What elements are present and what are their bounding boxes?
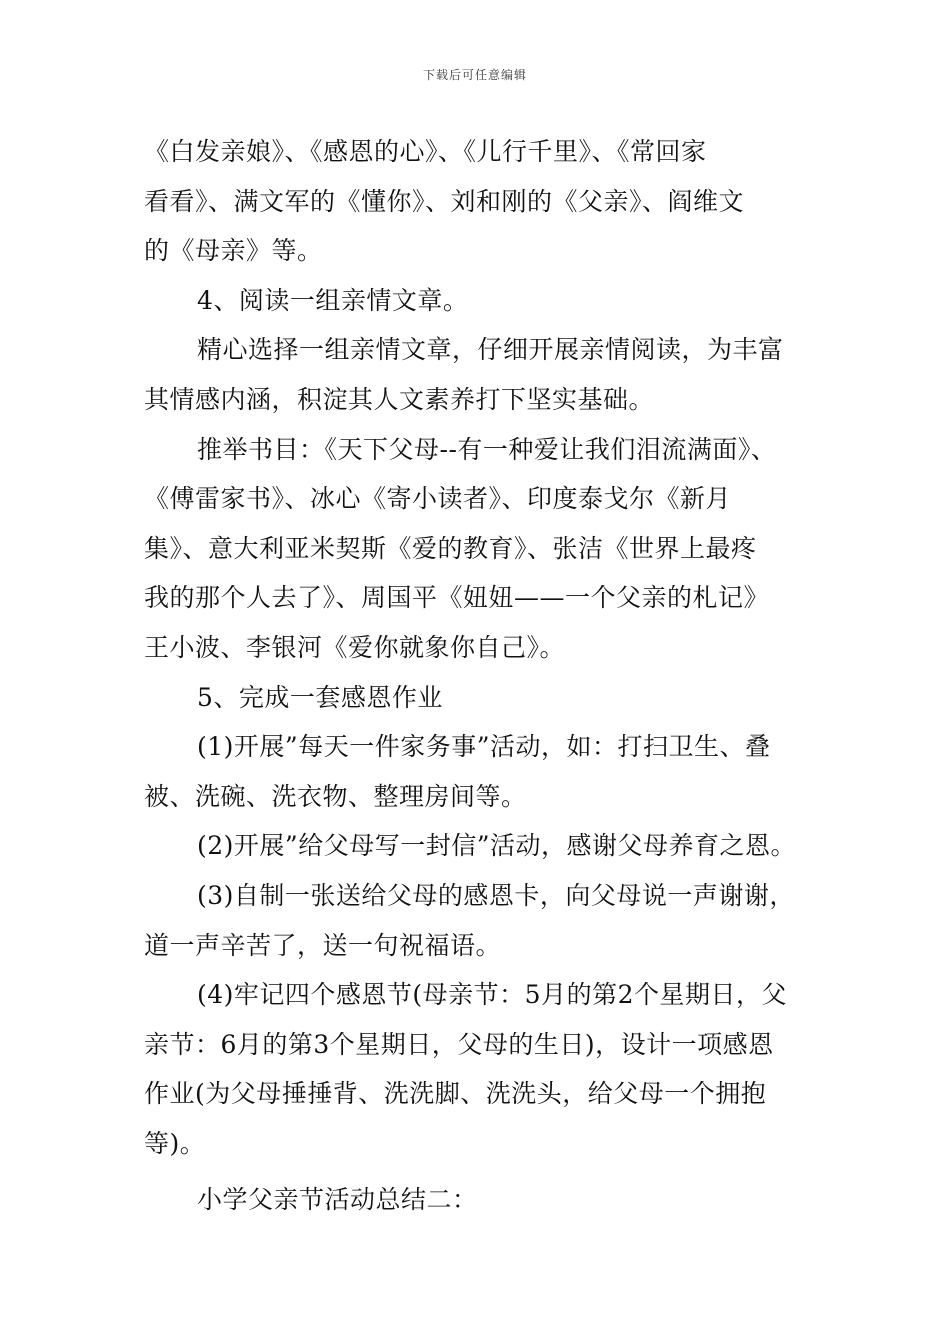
text-line: 作业(为父母捶捶背、洗洗脚、洗洗头，给父母一个拥抱 — [144, 1079, 767, 1109]
text-line: 推举书目：《天下父母--有一种爱让我们泪流满面》、 — [197, 434, 777, 464]
text-line: (4)牢记四个感恩节(母亲节：5月的第2个星期日，父 — [197, 980, 787, 1010]
section-title: 小学父亲节活动总结二： — [197, 1185, 478, 1215]
document-body — [144, 127, 834, 1225]
text-line: 《白发亲娘》、《感恩的心》、《儿行千里》、《常回家 — [144, 137, 707, 166]
text-line: 王小波、李银河《爱你就象你自己》。 — [144, 632, 566, 662]
text-line: 被、洗碗、洗衣物、整理房间等。 — [144, 781, 527, 811]
text-line: (1)开展”每天一件家务事”活动，如：打扫卫生、叠 — [197, 732, 771, 762]
text-line: 看看》、满文军的《懂你》、刘和刚的《父亲》、阎维文 — [144, 186, 745, 216]
text-line: 集》、意大利亚米契斯《爱的教育》、张洁《世界上最疼 — [144, 533, 757, 563]
text-line: 等)。 — [144, 1128, 206, 1158]
page-header: 下载后可任意编辑 — [422, 68, 527, 82]
section-heading-5: 5、完成一套感恩作业 — [197, 682, 443, 712]
section-heading-4: 4、阅读一组亲情文章。 — [197, 285, 469, 315]
text-line: 的《母亲》等。 — [144, 236, 323, 266]
text-line: (2)开展”给父母写一封信”活动，感谢父母养育之恩。 — [197, 831, 796, 861]
text-line: (3)自制一张送给父母的感恩卡，向父母说一声谢谢， — [197, 880, 795, 910]
text-line: 道一声辛苦了，送一句祝福语。 — [144, 930, 502, 960]
text-line: 《傅雷家书》、冰心《寄小读者》、印度泰戈尔《新月 — [144, 484, 732, 514]
text-line: 我的那个人去了》、周国平《妞妞——一个父亲的札记》 — [144, 583, 770, 613]
text-line: 亲节：6月的第3个星期日，父母的生日)，设计一项感恩 — [144, 1029, 774, 1059]
text-line: 其情感内涵，积淀其人文素养打下坚实基础。 — [144, 384, 655, 414]
text-line: 精心选择一组亲情文章，仔细开展亲情阅读，为丰富 — [197, 335, 784, 365]
